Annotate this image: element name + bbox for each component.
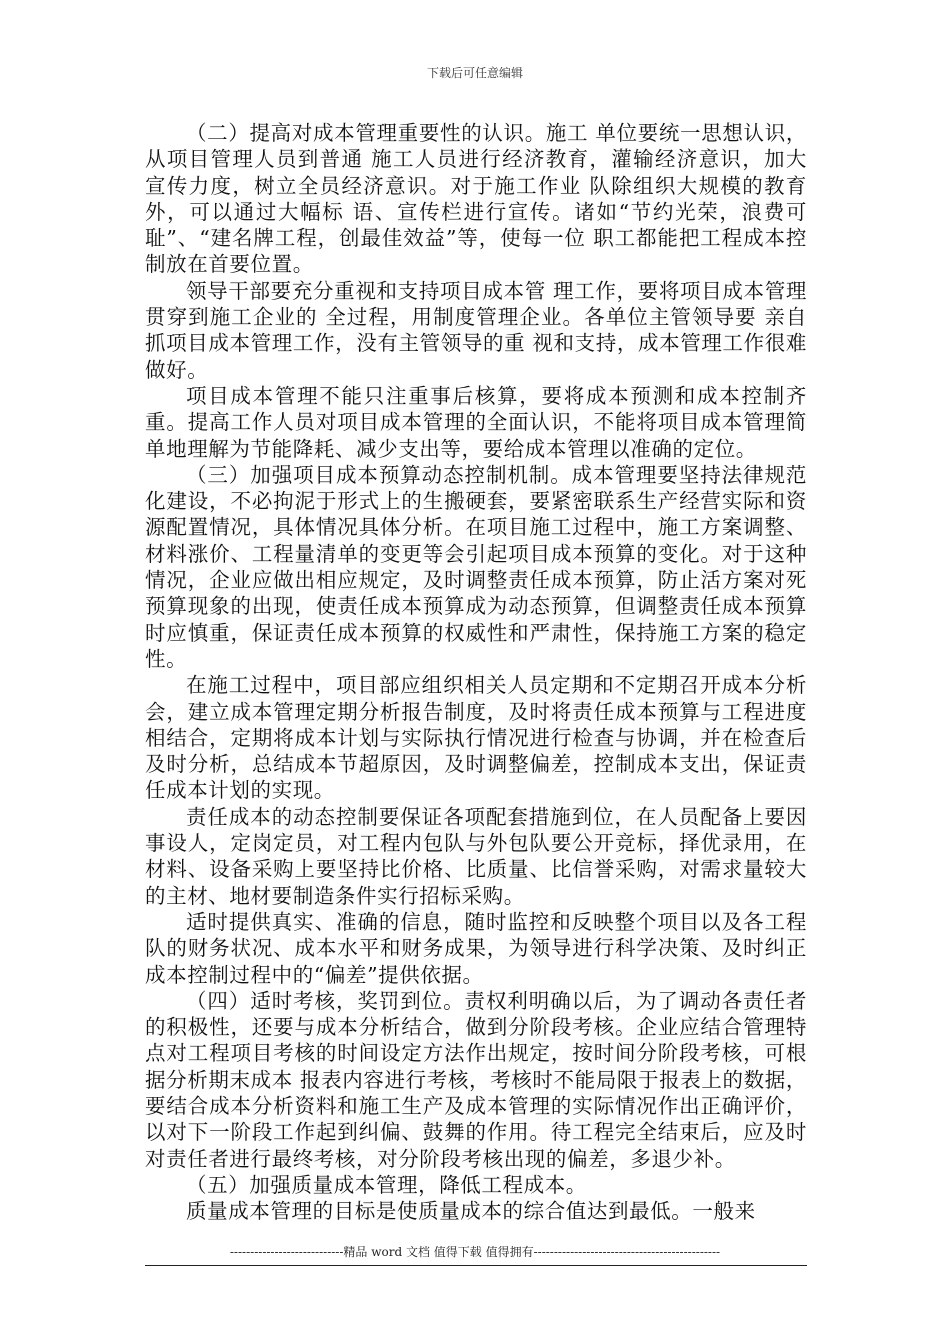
paragraph-8: （四）适时考核，奖罚到位。责权利明确以后，为了调动各责任者的积极性，还要与成本分析结合，做到分阶段考核。企业应结合管理特点对工程项目考核的时间设定方法作出规定，按时间分阶段考核，可根据分析期末成本 报表内容进行考核，考核时不能局限于报表上的数据，要结合成本分析资料和施工生产及成本管理的实际情况作出正确评价，以对下一阶段工作起到纠偏、鼓舞的作用。待工程完全结束后，应及时对责任者进行最终考核，对分阶段考核出现的偏差，多退少补。 — [145, 988, 807, 1171]
paragraph-5: 在施工过程中，项目部应组织相关人员定期和不定期召开成本分析会，建立成本管理定期分析报告制度，及时将责任成本预算与工程进度相结合，定期将成本计划与实际执行情况进行检查与协调，并在检查后及时分析，总结成本节超原因，及时调整偏差，控制成本支出，保证责任成本计划的实现。 — [145, 673, 807, 803]
page-header: 下载后可任意编辑 — [426, 66, 523, 80]
paragraph-9: （五）加强质量成本管理，降低工程成本。 — [186, 1172, 587, 1197]
document-body — [145, 120, 807, 1224]
paragraph-10: 质量成本管理的目标是使质量成本的综合值达到最低。一般来 — [186, 1199, 756, 1224]
paragraph-4: （三）加强项目成本预算动态控制机制。成本管理要坚持法律规范化建设，不必拘泥于形式上的生搬硬套，要紧密联系生产经营实际和资源配置情况，具体情况具体分析。在项目施工过程中，施工方案调整、材料涨价、工程量清单的变更等会引起项目成本预算的变化。对于这种情况，企业应做出相应规定，及时调整责任成本预算，防止活方案对死预算现象的出现，使责任成本预算成为动态预算，但调整责任成本预算时应慎重，保证责任成本预算的权威性和严肃性，保持施工方案的稳定性。 — [145, 462, 807, 671]
paragraph-2: 领导干部要充分重视和支持项目成本管 理工作，要将项目成本管理贯穿到施工企业的 全过程，用制度管理企业。各单位主管领导要 亲自抓项目成本管理工作，没有主管领导的重 视和支持，成本管理工作很难做好。 — [145, 278, 807, 382]
footer-divider — [145, 1265, 807, 1266]
page-footer: ----------------------------精品 word 文档 值得下载 值得拥有---------------------------------------------- — [229, 1245, 721, 1259]
paragraph-7: 适时提供真实、准确的信息，随时监控和反映整个项目以及各工程队的财务状况、成本水平和财务成果，为领导进行科学决策、及时纠正成本控制过程中的“偏差”提供依据。 — [145, 909, 807, 987]
paragraph-1: （二）提高对成本管理重要性的认识。施工 单位要统一思想认识，从项目管理人员到普通 施工人员进行经济教育，灌输经济意识，加大 宣传力度，树立全员经济意识。对于施工作业 队除组织大规模的教育外，可以通过大幅标 语、宣传栏进行宣传。诸如“节约光荣，浪费可 耻”、“建名牌工程，创最佳效益”等，使每一位 职工都能把工程成本控制放在首要位置。 — [145, 121, 807, 277]
paragraph-3: 项目成本管理不能只注重事后核算，要将成本预测和成本控制齐重。提高工作人员对项目成本管理的全面认识，不能将项目成本管理简单地理解为节能降耗、减少支出等，要给成本管理以准确的定位。 — [145, 383, 807, 461]
paragraph-6: 责任成本的动态控制要保证各项配套措施到位，在人员配备上要因事设人，定岗定员，对工程内包队与外包队要公开竞标，择优录用，在材料、设备采购上要坚持比价格、比质量、比信誉采购，对需求量较大的主材、地材要制造条件实行招标采购。 — [145, 804, 807, 908]
